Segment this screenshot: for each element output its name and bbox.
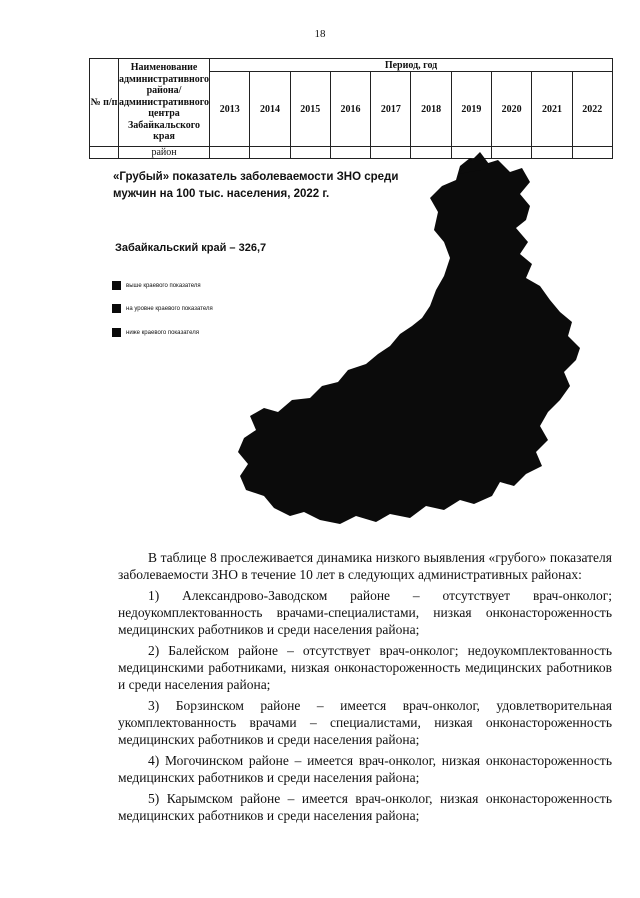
paragraph-item: 1) Александрово-Заводском районе – отсутствует врач-онколог; недоукомплектованность врачами-специалистами, низкая онконастороженность медицинских работников и среди населения района; xyxy=(118,588,612,637)
legend-swatch xyxy=(112,328,121,337)
paragraph-item: 2) Балейском районе – отсутствует врач-онколог; недоукомплектованность медицинскими работниками, низкая онконастороженность медицинских работников и среди населения района; xyxy=(118,643,612,692)
region-map xyxy=(230,150,610,530)
year-cell: 2022 xyxy=(572,72,612,147)
legend-label: ниже краевого показателя xyxy=(126,329,199,336)
region-value-label: Забайкальский край – 326,7 xyxy=(115,242,267,254)
body-text xyxy=(118,549,612,824)
legend-swatch xyxy=(112,281,121,290)
period-table-header xyxy=(89,58,613,159)
legend-item-below xyxy=(112,328,199,337)
year-cell: 2020 xyxy=(492,72,532,147)
paragraph-item: 3) Борзинском районе – имеется врач-онколог, удовлетворительная укомплектованность врачами – специалистами, низкая онконастороженность медицинских работников и среди населения района; xyxy=(118,698,612,747)
map-title: «Грубый» показатель заболеваемости ЗНО среди мужчин на 100 тыс. населения, 2022 г. xyxy=(113,171,399,200)
page-number: 18 xyxy=(314,28,326,40)
year-cell: 2015 xyxy=(290,72,330,147)
year-cell: 2017 xyxy=(371,72,411,147)
column-district-name: Наименование административного района/ административного центра Забайкальского края xyxy=(119,59,210,147)
year-cell: 2021 xyxy=(532,72,572,147)
legend-item-equal xyxy=(112,304,213,313)
year-cell: 2013 xyxy=(210,72,250,147)
column-period: Период, год xyxy=(210,59,613,72)
legend-item-above xyxy=(112,281,201,290)
year-cell: 2019 xyxy=(451,72,491,147)
legend-swatch xyxy=(112,304,121,313)
year-cell: 2016 xyxy=(330,72,370,147)
year-cell: 2014 xyxy=(250,72,290,147)
paragraph-intro: В таблице 8 прослеживается динамика низкого выявления «грубого» показателя заболеваемости ЗНО в течение 10 лет в следующих административных районах: xyxy=(118,550,612,582)
paragraph-item: 5) Карымском районе – имеется врач-онколог, низкая онконастороженность медицинских работников и среди населения района; xyxy=(118,791,612,823)
legend-label: на уровне краевого показателя xyxy=(126,305,213,312)
paragraph-item: 4) Могочинском районе – имеется врач-онколог, низкая онконастороженность медицинских работников и среди населения района; xyxy=(118,753,612,785)
table-cell xyxy=(90,147,119,159)
table-cell-district: район xyxy=(119,147,210,159)
year-cell: 2018 xyxy=(411,72,451,147)
legend-label: выше краевого показателя xyxy=(126,282,201,289)
region-map-shape xyxy=(238,158,580,524)
column-number: № п/п xyxy=(90,59,119,147)
